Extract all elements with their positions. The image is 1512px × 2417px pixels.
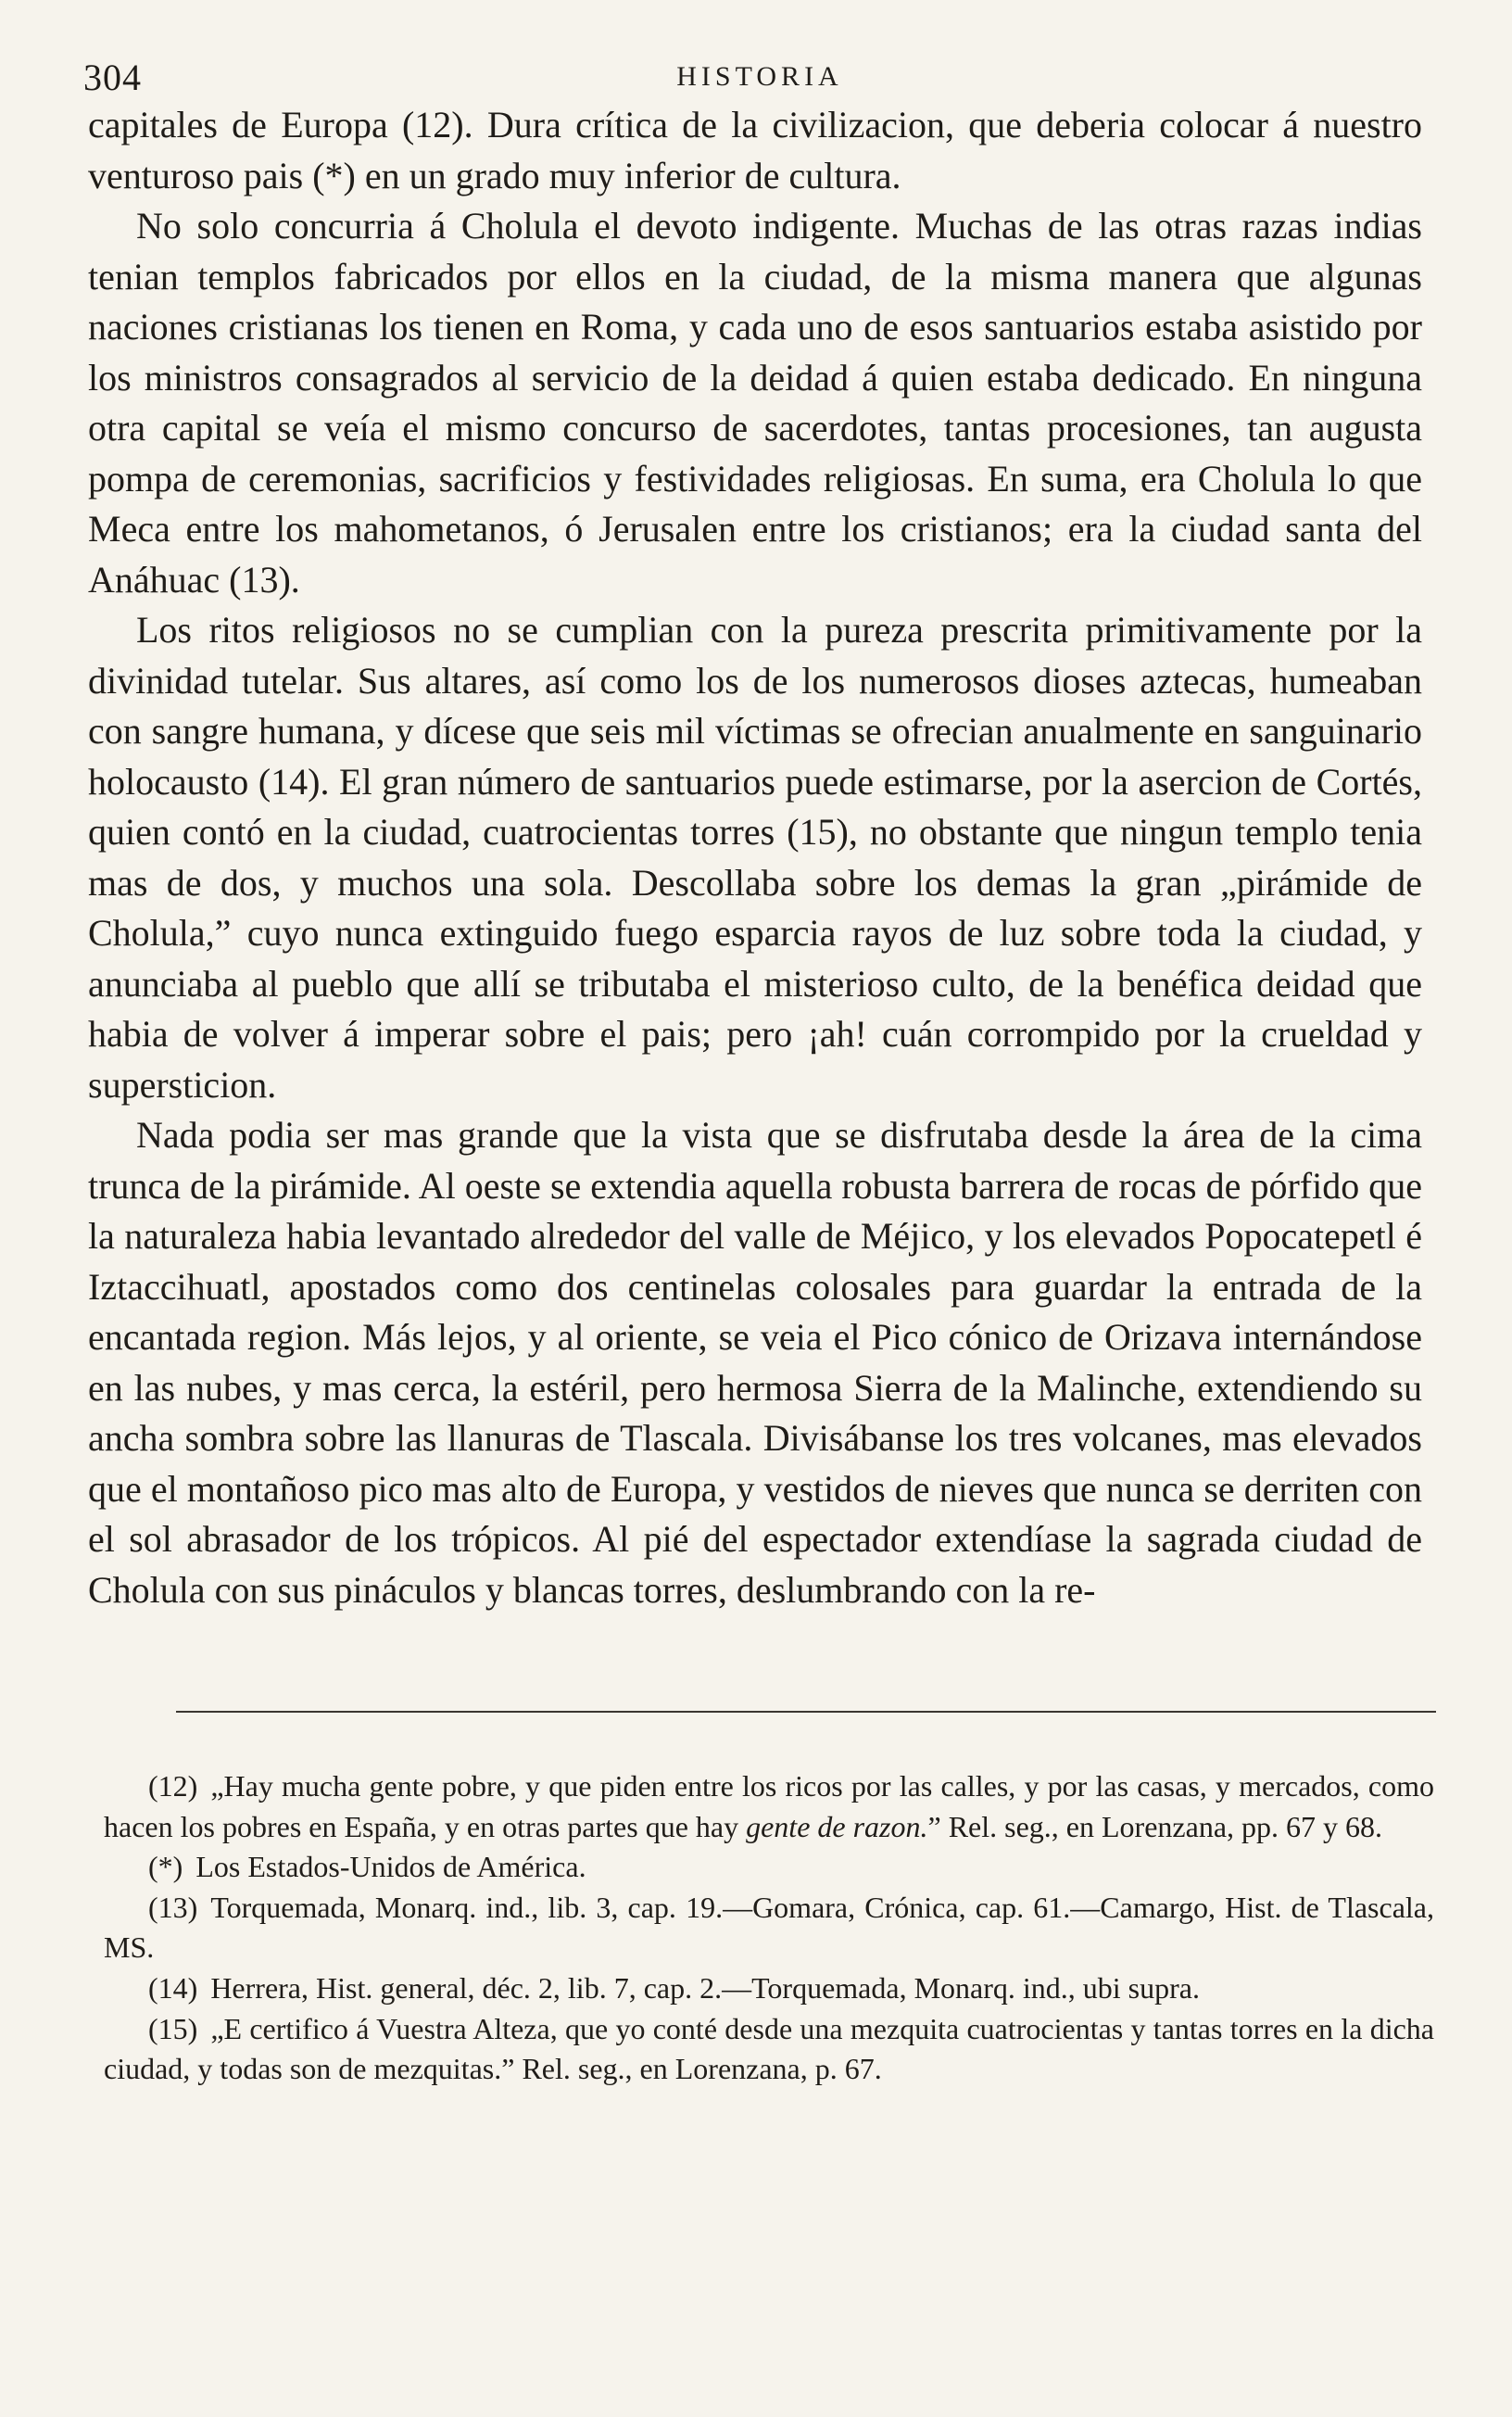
footnote-text: Torquemada, Monarq. ind., lib. 3, cap. 19.—Gomara, Crónica, cap. 61.—Camargo, Hist. de Tlascala, MS. <box>104 1890 1434 1965</box>
footnote-label: (15) <box>148 2011 198 2045</box>
footnotes <box>104 1766 1434 2090</box>
footnote-label: (12) <box>148 1769 198 1803</box>
footnote-label: (13) <box>148 1890 198 1924</box>
footnote-text: „E certifico á Vuestra Alteza, que yo conté desde una mezquita cuatrocientas y tantas torres en la dicha ciudad, y todas son de mezquitas.” Rel. seg., en Lorenzana, p. 67. <box>104 2011 1434 2086</box>
paragraph-religious-rites: Los ritos religiosos no se cumplian con la pureza prescrita primitivamente por la divinidad tutelar. Sus altares, así como los de los numerosos dioses aztecas, humeaban con sangre humana, y dícese que seis mil víctimas se ofrecian anualmente en sanguinario holocausto (14). El gran número de santuarios puede estimarse, por la asercion de Cortés, quien contó en la ciudad, cuatrocientas torres (15), no obstante que ningun templo tenia mas de dos, y muchos una sola. Descollaba sobre los demas la gran „pirámide de Cholula,” cuyo nunca extinguido fuego esparcia rayos de luz sobre toda la ciudad, y anunciaba al pueblo que allí se tributaba el misterioso culto, de la benéfica deidad que habia de volver á imperar sobre el pais; pero ¡ah! cuán corrompido por la crueldad y supersticion. <box>88 609 1422 1106</box>
footnote-label: (14) <box>148 1970 198 2005</box>
footnote-label: (*) <box>148 1850 183 1884</box>
footnote-text: Herrera, Hist. general, déc. 2, lib. 7, cap. 2.—Torquemada, Monarq. ind., ubi supra. <box>210 1970 1200 2005</box>
footnote-text: ” Rel. seg., en Lorenzana, pp. 67 y 68. <box>927 1809 1383 1843</box>
footnote-13 <box>104 1888 1434 1968</box>
footnote-text: Los Estados-Unidos de América. <box>195 1850 586 1884</box>
footnote-12 <box>104 1766 1434 1847</box>
footnote-italic-text: gente de razon. <box>746 1809 928 1843</box>
running-title: HISTORIA <box>676 61 843 92</box>
paragraph-pyramid-view: Nada podia ser mas grande que la vista que se disfrutaba desde la área de la cima trunca de la pirámide. Al oeste se extendia aquella robusta barrera de rocas de pórfido que la naturaleza habia levantado alrededor del valle de Méjico, y los elevados Popocatepetl é Iztaccihuatl, apostados como dos centinelas colosales para guardar la entrada de la encantada region. Más lejos, y al oriente, se veia el Pico cónico de Orizava internándose en las nubes, y mas cerca, la estéril, pero hermosa Sierra de la Malinche, extendiendo su ancha sombra sobre las llanuras de Tlascala. Divisábanse los tres volcanes, mas elevados que el montañoso pico mas alto de Europa, y vestidos de nieves que nunca se derriten con el sol abrasador de los trópicos. Al pié del espectador extendíase la sagrada ciudad de Cholula con sus pináculos y blancas torres, deslumbrando con la re- <box>88 1114 1422 1611</box>
page-number: 304 <box>83 57 142 98</box>
footnote-15 <box>104 2009 1434 2090</box>
paragraph-continuation: capitales de Europa (12). Dura crítica de la civilizacion, que deberia colocar á nuestro venturoso pais (*) en un grado muy inferior de cultura. <box>88 104 1422 196</box>
page-header <box>83 56 1436 102</box>
footnote-text: „Hay mucha gente pobre, y que piden entre los ricos por las calles, y por las casas, y mercados, como hacen los pobres en España, y en otras partes que hay <box>104 1769 1434 1843</box>
footnote-divider <box>176 1711 1436 1713</box>
body-text <box>88 100 1422 1615</box>
footnote-star <box>104 1847 1434 1888</box>
paragraph-cholula-temples: No solo concurria á Cholula el devoto indigente. Muchas de las otras razas indias tenian templos fabricados por ellos en la ciudad, de la misma manera que algunas naciones cristianas los tienen en Roma, y cada uno de esos santuarios estaba asistido por los ministros consagrados al servicio de la deidad á quien estaba dedicado. En ninguna otra capital se veía el mismo concurso de sacerdotes, tantas procesiones, tan augusta pompa de ceremonias, sacrificios y festividades religiosas. En suma, era Cholula lo que Meca entre los mahometanos, ó Jerusalen entre los cristianos; era la ciudad santa del Anáhuac (13). <box>88 205 1422 601</box>
footnote-14 <box>104 1968 1434 2009</box>
